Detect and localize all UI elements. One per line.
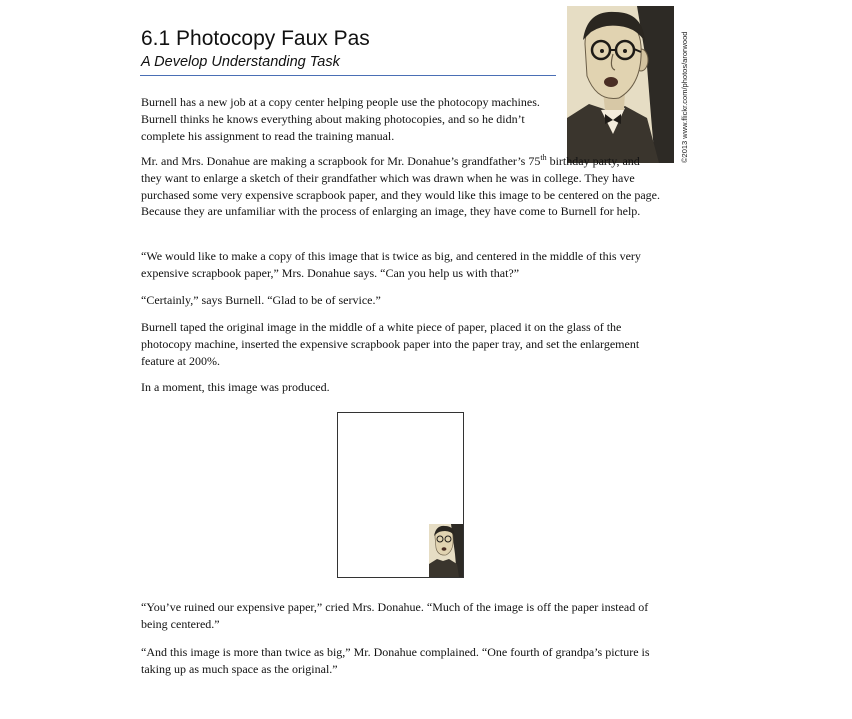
title-divider: [140, 75, 556, 76]
paragraph-result: In a moment, this image was produced.: [141, 380, 330, 394]
page-title: 6.1 Photocopy Faux Pas: [141, 27, 370, 50]
paragraph-request: “We would like to make a copy of this image that is twice as big, and centered in the middle of this very expensive scrapbook paper,” Mrs. Donahue says. “Can you help us with that?”: [141, 249, 641, 280]
ordinal-suffix: th: [540, 153, 547, 162]
cropped-sketch-copy: [429, 524, 463, 577]
page-subtitle: A Develop Understanding Task: [141, 54, 340, 70]
paragraph-donahues-start: Mr. and Mrs. Donahue are making a scrapbook for Mr. Donahue’s grandfather’s 75: [141, 154, 541, 168]
paragraph-complaint-mr: “And this image is more than twice as big,” Mr. Donahue complained. “One fourth of grandpa’s picture is taking up as much space as the original.”: [141, 645, 650, 676]
paragraph-donahues-end: birthday party, and they want to enlarge a sketch of their grandfather which was drawn when he was in college. They have purchased some very expensive scrapbook paper, and they would like this image to be centered on the page. Because they are unfamiliar with the process of enlarging an image, they have come to Burnell for help.: [141, 154, 661, 219]
paragraph-procedure: Burnell taped the original image in the middle of a white piece of paper, placed it on the glass of the photocopy machine, inserted the expensive scrapbook paper into the paper tray, and set the enlargement feature at 200%.: [141, 320, 640, 368]
grandfather-sketch: [567, 6, 674, 163]
paragraph-intro: Burnell has a new job at a copy center helping people use the photocopy machines. Burnell thinks he knows everything about making photocopies, and so he didn’t complete his assignment to read the training manual.: [141, 95, 540, 143]
paragraph-complaint-mrs: “You’ve ruined our expensive paper,” cried Mrs. Donahue. “Much of the image is off the paper instead of being centered.”: [141, 600, 649, 631]
photo-credit: ©2013 www.flickr.com/photos/arorwood: [680, 31, 689, 163]
paragraph-donahues: [141, 153, 661, 220]
paragraph-reply: “Certainly,” says Burnell. “Glad to be of service.”: [141, 293, 381, 307]
photocopy-result-frame: [337, 412, 464, 578]
